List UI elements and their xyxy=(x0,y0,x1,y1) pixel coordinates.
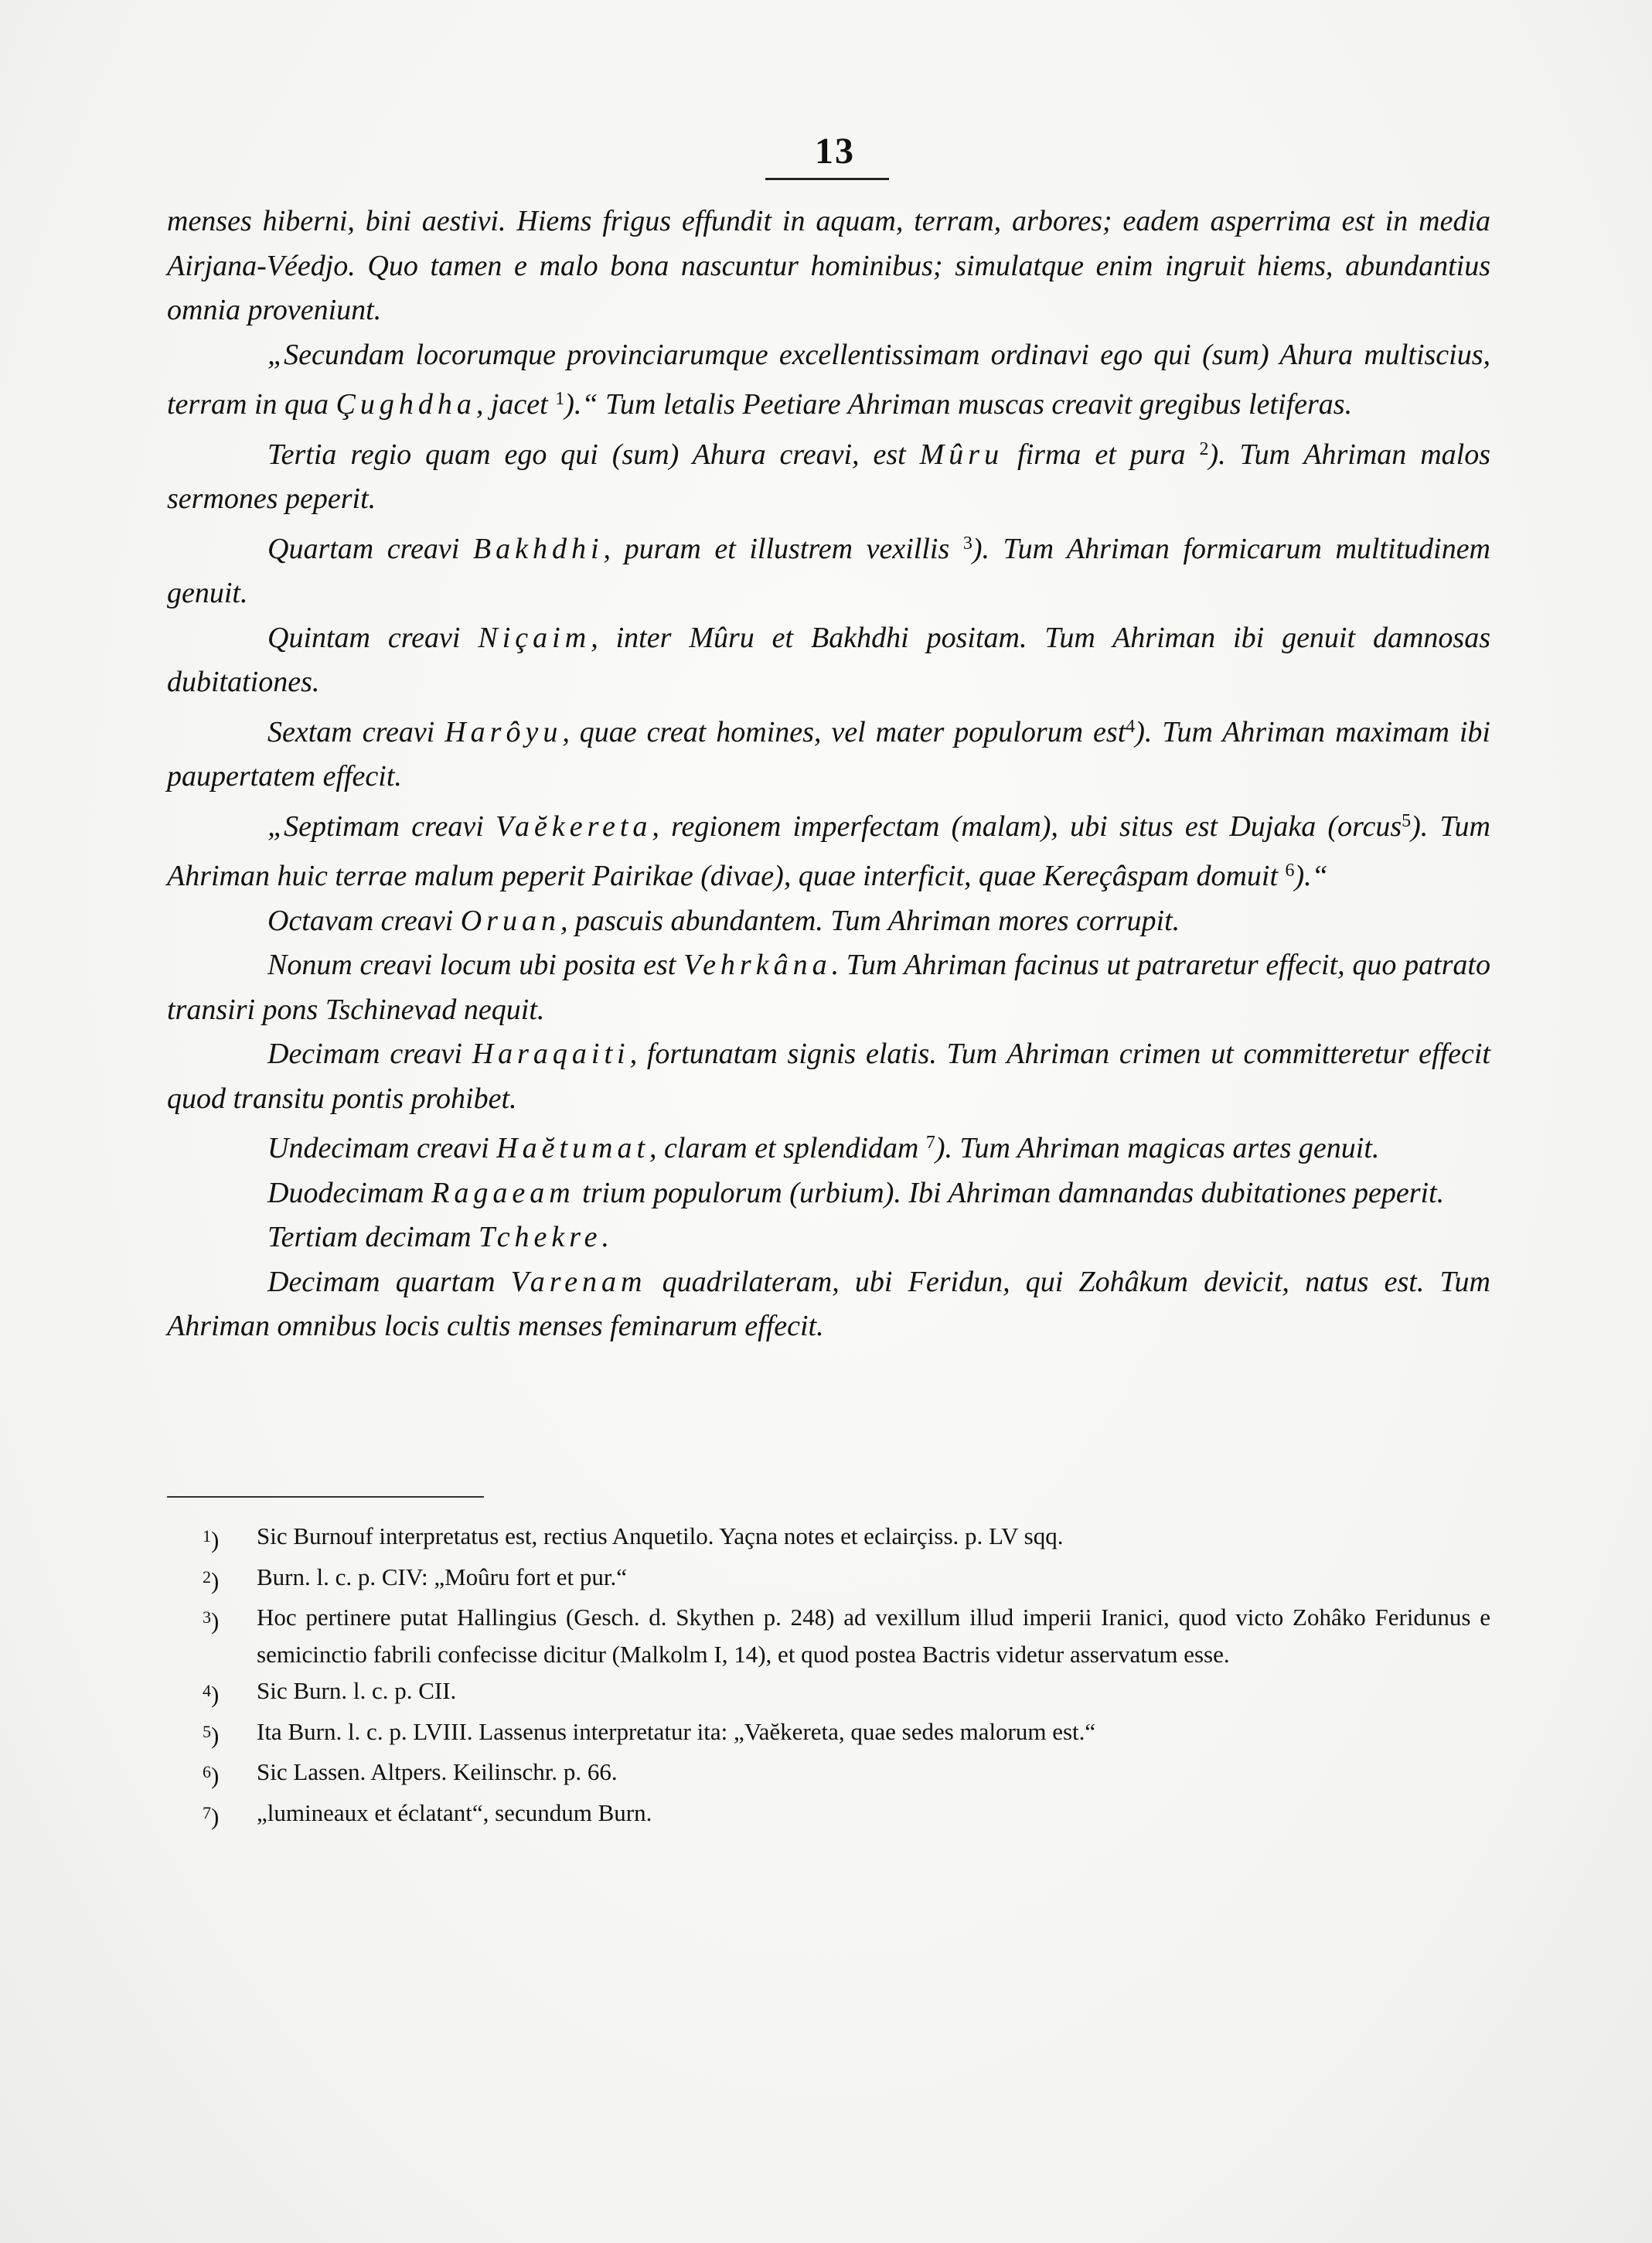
paragraph xyxy=(167,799,1490,899)
footnote-number: $^2$) xyxy=(203,1566,220,1594)
paragraph xyxy=(167,899,1490,944)
text-run: , claram et splendidam xyxy=(649,1132,926,1164)
text-run: , fortunatam signis elatis. Tum Ahriman crimen ut committeretur effecit quod transitu pontis prohibet. xyxy=(167,1038,1490,1115)
footnote-reference: 1 xyxy=(555,389,565,409)
text-run: ). Tum Ahriman maximam ibi paupertatem effecit. xyxy=(167,715,1490,793)
footnote-number: $^6$) xyxy=(203,1762,220,1789)
text-run: ).“ xyxy=(1294,860,1328,892)
paragraph xyxy=(167,616,1490,705)
text-run: Quartam creavi xyxy=(267,532,473,565)
place-name: Oruan xyxy=(460,904,560,937)
footnote xyxy=(203,1713,1490,1754)
footnote-reference: 6 xyxy=(1285,861,1295,881)
footnote xyxy=(203,1672,1490,1713)
text-run: Quintam creavi xyxy=(267,621,479,654)
place-name: Vehrkâna xyxy=(683,949,832,981)
paragraph xyxy=(167,705,1490,799)
footnote-number-value: 1 xyxy=(203,1526,211,1546)
paragraph xyxy=(167,1215,1490,1260)
paragraph xyxy=(167,1171,1490,1216)
footnote-reference: 2 xyxy=(1199,438,1209,459)
text-run: ). Tum Ahriman huic terrae malum peperit Pairikae (divae), quae interficit, quae Kereçâspam domuit xyxy=(167,810,1490,892)
text-run: ). Tum Ahriman malos sermones peperit. xyxy=(167,438,1490,515)
text-run: „Secundam locorumque provinciarumque excellentissimam ordinavi ego qui (sum) Ahura multiscius, terram in qua xyxy=(167,338,1490,421)
text-run: „Septimam creavi xyxy=(267,810,496,843)
paragraph xyxy=(167,522,1490,616)
place-name: Bakhdhi xyxy=(472,532,604,565)
text-run: , jacet xyxy=(475,388,556,421)
text-run: Undecimam creavi xyxy=(267,1132,497,1164)
paragraph xyxy=(167,199,1490,333)
place-name: Çughdha xyxy=(336,388,476,421)
footnote-text: Burn. l. c. p. CIV: „Moûru fort et pur.“ xyxy=(257,1563,627,1590)
footnote-reference: 7 xyxy=(925,1133,935,1153)
text-run: Nonum creavi locum ubi posita est xyxy=(267,949,684,981)
footnote-text: „lumineaux et éclatant“, secundum Burn. xyxy=(257,1798,652,1826)
text-run: Sextam creavi xyxy=(267,715,445,748)
footnote-text: Sic Lassen. Altpers. Keilinschr. p. 66. xyxy=(257,1758,618,1785)
footnote xyxy=(203,1795,1490,1836)
paragraph xyxy=(167,943,1490,1032)
text-run: . Tum Ahriman facinus ut patraretur effecit, quo patrato transiri pons Tschinevad nequit. xyxy=(167,949,1490,1026)
text-run: ).“ Tum letalis Peetiare Ahriman muscas creavit gregibus letiferas. xyxy=(564,388,1353,421)
place-name: Tchekre xyxy=(479,1221,602,1253)
footnote-number: $^3$) xyxy=(203,1607,220,1635)
footnote xyxy=(203,1754,1490,1795)
footnote-number: $^5$) xyxy=(203,1721,220,1749)
paragraph xyxy=(167,1260,1490,1349)
text-run: Tertia regio quam ego qui (sum) Ahura creavi, est xyxy=(267,438,920,471)
place-name: Haraqaiti xyxy=(472,1038,630,1070)
text-run: Tertiam decimam xyxy=(267,1221,479,1253)
place-name: Ragaeam xyxy=(431,1176,575,1209)
footnote-reference: 3 xyxy=(962,533,972,554)
footnote-number: $^7$) xyxy=(203,1802,220,1830)
footnote xyxy=(203,1559,1490,1600)
text-run: , quae creat homines, vel mater populorum est xyxy=(562,715,1126,748)
text-run: menses hiberni, bini aestivi. Hiems frigus effundit in aquam, terram, arbores; eadem asperrima est in media Airjana-Véedjo. Quo tamen e malo bona nascuntur hominibus; simulatque enim ingruit hiems, abundantius omnia proveniunt. xyxy=(167,205,1490,326)
footnote-number: $^1$) xyxy=(203,1526,220,1553)
text-run: trium populorum (urbium). Ibi Ahriman damnandas dubitationes peperit. xyxy=(574,1176,1445,1209)
footnote-text: Hoc pertinere putat Hallingius (Gesch. d. Skythen p. 248) ad vexillum illud imperii Iranici, quod victo Zohâko Feridunus e semicinctio fabrili confecisse dicitur (Malkolm I, 14), et quod postea Bactris videtur asservatum esse. xyxy=(257,1604,1490,1668)
footnote xyxy=(203,1599,1490,1672)
place-name: Mûru xyxy=(919,438,1004,471)
paragraph xyxy=(167,1032,1490,1121)
paragraph xyxy=(167,1121,1490,1171)
text-run: ). Tum Ahriman formicarum multitudinem genuit. xyxy=(167,532,1491,609)
footnote-number-value: 5 xyxy=(203,1721,211,1741)
footnote xyxy=(203,1518,1490,1559)
text-run: , inter Mûru et Bakhdhi positam. Tum Ahriman ibi genuit damnosas dubitationes. xyxy=(167,621,1490,698)
text-run: Decimam quartam xyxy=(267,1265,511,1298)
paragraph xyxy=(167,333,1490,428)
footnote-reference: 4 xyxy=(1126,716,1136,737)
place-name: Haĕtumat xyxy=(496,1132,650,1164)
text-run: firma et pura xyxy=(1003,438,1200,471)
footnote-text: Sic Burnouf interpretatus est, rectius Anquetilo. Yaçna notes et eclairçiss. p. LV sqq. xyxy=(257,1522,1064,1549)
place-name: Varenam xyxy=(510,1265,647,1298)
text-run: quadrilateram, ubi Feridun, qui Zohâkum devicit, natus est. Tum Ahriman omnibus locis cultis menses feminarum effecit. xyxy=(167,1265,1490,1342)
place-name: Harôyu xyxy=(445,715,563,748)
place-name: Niçaim xyxy=(478,621,591,654)
page-number-rule xyxy=(765,178,889,180)
footnote-text: Ita Burn. l. c. p. LVIII. Lassenus interpretatur ita: „Vaĕkereta, quae sedes malorum est.“ xyxy=(257,1717,1096,1745)
text-run: Duodecimam xyxy=(267,1176,432,1209)
text-run: Octavam creavi xyxy=(267,904,461,937)
footnote-reference: 5 xyxy=(1402,810,1412,831)
main-text xyxy=(167,199,1490,1349)
text-run: , pascuis abundantem. Tum Ahriman mores corrupit. xyxy=(560,904,1180,937)
page-number: 13 xyxy=(815,131,855,172)
place-name: Vaĕkereta xyxy=(496,810,652,843)
footnote-number-value: 2 xyxy=(203,1566,211,1587)
footnote-text: Sic Burn. l. c. p. CII. xyxy=(257,1677,457,1704)
text-run: ). Tum Ahriman magicas artes genuit. xyxy=(935,1132,1380,1164)
paragraph xyxy=(167,428,1490,522)
text-run: . xyxy=(601,1221,610,1253)
footnotes xyxy=(203,1518,1490,1835)
text-run: Decimam creavi xyxy=(267,1038,472,1070)
footnote-rule xyxy=(167,1496,484,1498)
footnote-number: $^4$) xyxy=(203,1681,220,1708)
footnote-number-value: 6 xyxy=(203,1762,211,1781)
footnote-number-value: 3 xyxy=(203,1607,211,1627)
footnote-number-value: 7 xyxy=(203,1802,211,1822)
footnote-number-value: 4 xyxy=(203,1681,211,1700)
text-run: , puram et illustrem vexillis xyxy=(603,532,963,565)
text-run: , regionem imperfectam (malam), ubi situs est Dujaka (orcus xyxy=(652,810,1402,843)
